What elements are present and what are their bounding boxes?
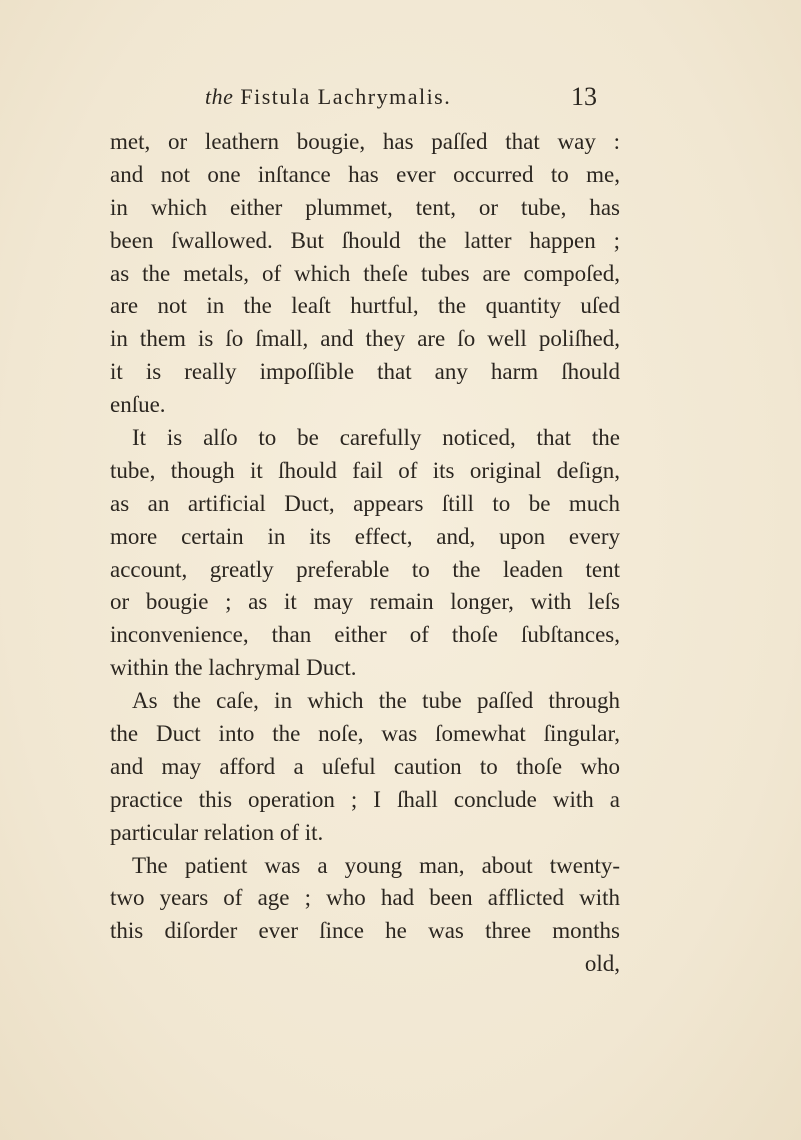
text-line: in them is ſo ſmall, and they are ſo well poliſhed, — [110, 326, 620, 352]
text-line: enſue. — [110, 392, 166, 418]
text-line: As the caſe, in which the tube paſſed through — [132, 688, 620, 714]
text-line: are not in the leaſt hurtful, the quantity uſed — [110, 293, 620, 319]
text-line: and may afford a uſeful caution to thoſe who — [110, 753, 620, 779]
text-line: within the lachrymal Duct. — [110, 655, 357, 681]
running-head-article: the — [205, 84, 234, 109]
text-line: inconvenience, than either of thoſe ſubſtances, — [110, 622, 620, 648]
text-line: tube, though it ſhould fail of its original deſign, — [110, 457, 620, 483]
text-line: as an artificial Duct, appears ſtill to be much — [110, 490, 620, 516]
text-line: old, — [584, 951, 620, 977]
body-text — [110, 126, 620, 981]
page-number: 13 — [571, 82, 597, 111]
text-line: more certain in its effect, and, upon every — [110, 523, 620, 549]
text-line: the Duct into the noſe, was ſomewhat ſingular, — [110, 721, 620, 747]
text-line: The patient was a young man, about twenty- — [132, 852, 620, 878]
text-line: in which either plummet, tent, or tube, has — [110, 194, 620, 220]
text-line: met, or leathern bougie, has paſſed that way : — [110, 129, 620, 154]
text-line: It is alſo to be carefully noticed, that the — [132, 425, 620, 451]
text-line: as the metals, of which theſe tubes are compoſed, — [110, 260, 620, 286]
text-line: and not one inſtance has ever occurred to me, — [110, 161, 620, 187]
running-head — [205, 84, 605, 118]
text-line: particular relation of it. — [110, 819, 324, 845]
text-line: two years of age ; who had been afflicted with — [110, 885, 620, 911]
text-line: or bougie ; as it may remain longer, with leſs — [110, 589, 620, 615]
text-line: account, greatly preferable to the leaden tent — [110, 556, 620, 582]
text-line: practice this operation ; I ſhall conclude with a — [110, 786, 620, 812]
text-line: this diſorder ever ſince he was three months — [110, 918, 620, 944]
text-line: it is really impoſſible that any harm ſhould — [110, 359, 620, 385]
running-head-title: Fistula Lachrymalis. — [240, 84, 452, 109]
text-line: been ſwallowed. But ſhould the latter happen ; — [110, 227, 620, 253]
